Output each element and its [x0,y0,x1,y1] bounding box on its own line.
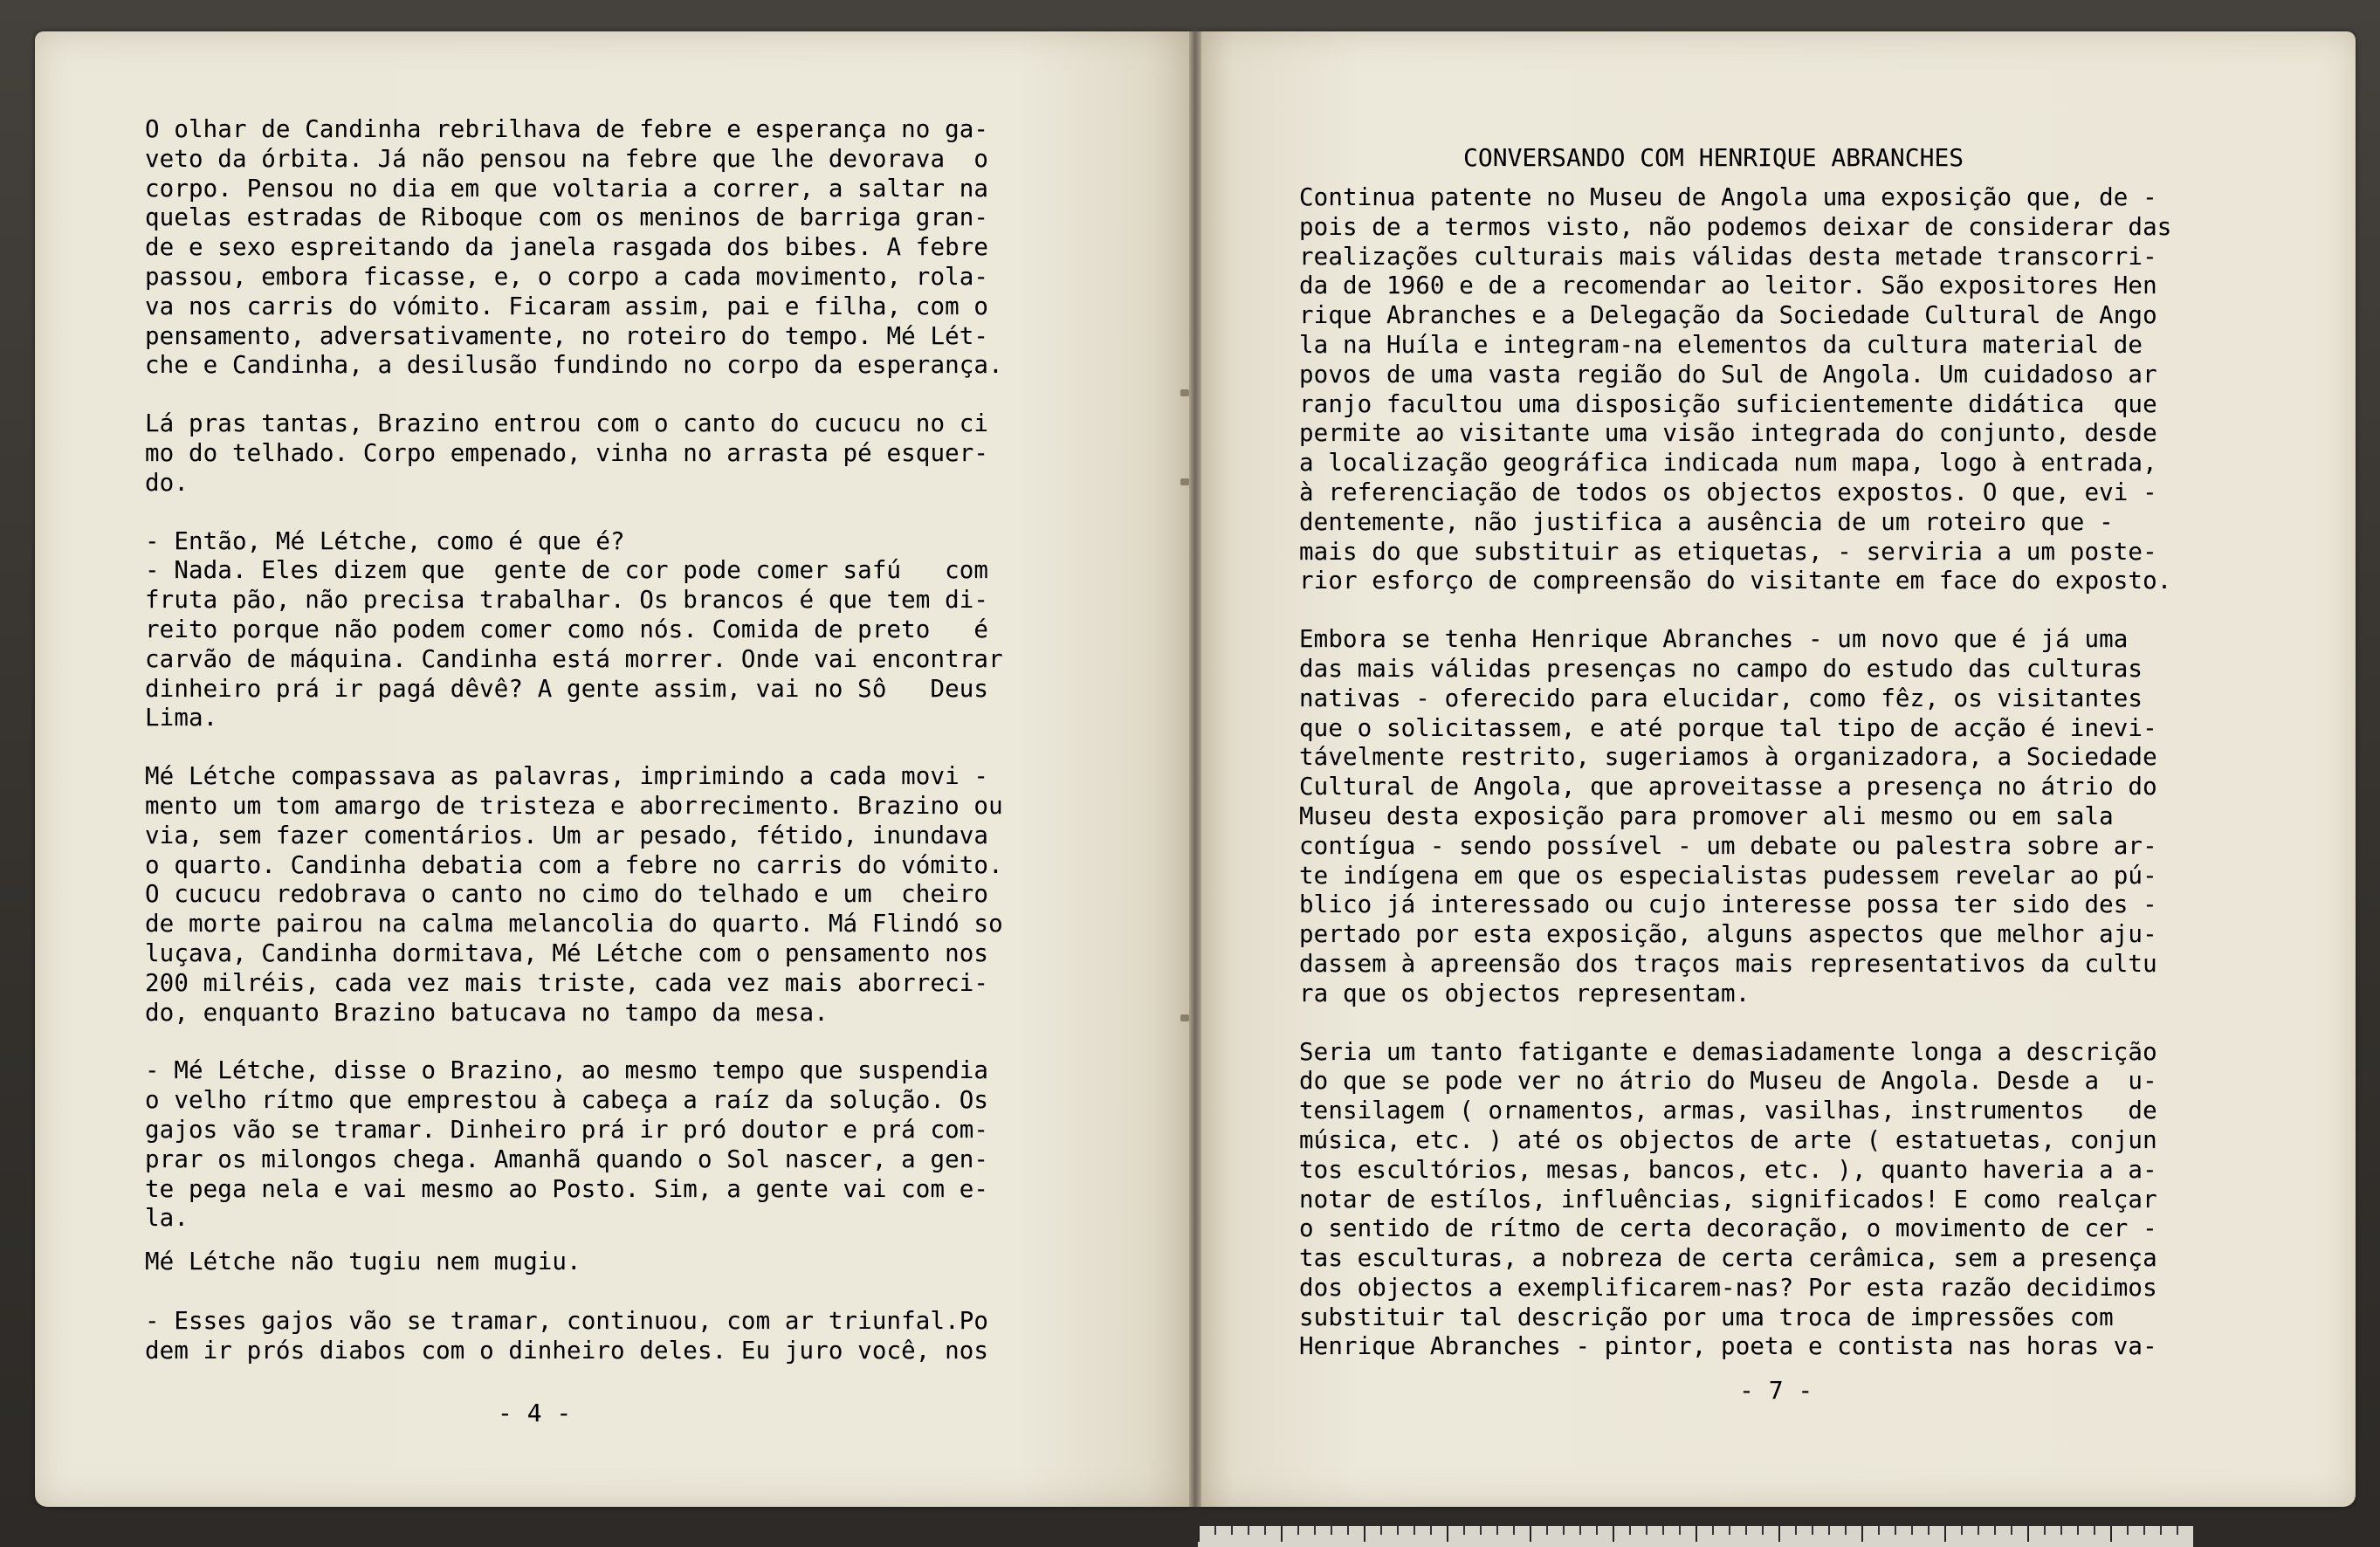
paragraph: Embora se tenha Henrique Abranches - um novo que é já uma das mais válidas presenças no campo do estudo das culturas nativas - oferecido para elucidar, como fêz, os visitantes que o solicitassem, e até porque tal tipo de acção é inevi- távelmente restrito, sugeriamos à organizadora, a Sociedade Cultural de Angola, que aproveitasse a presença no átrio do Museu desta exposição para promover ali mesmo ou em sala contígua - sendo possível - um debate ou palestra sobre ar- te indígena em que os especialistas pudessem revelar ao pú- blico já interessado ou cujo interesse possa ter sido des - pertado por esta exposição, alguns aspectos que melhor aju- dassem à apreensão dos traços mais representativos da cultu ra que os objectos representam. [1299,625,2157,1007]
paragraph: - Esses gajos vão se tramar, continuou, com ar triunfal.Po dem ir prós diabos com o dinheiro deles. Eu juro você, nos [145,1306,989,1365]
left-page-text [145,115,1132,1394]
right-page-text [1299,183,2286,1391]
staple-mark [1180,389,1189,396]
paragraph: Mé Létche compassava as palavras, imprimindo a cada movi - mento um tom amargo de tristeza e aborrecimento. Brazino ou via, sem fazer comentários. Um ar pesado, fétido, inundava o quarto. Candinha debatia com a febre no carris do vómito. O cucucu redobrava o canto no cimo do telhado e um cheiro de morte pairou na calma melancolia do quarto. Má Flindó so luçava, Candinha dormitava, Mé Létche com o pensamento nos 200 milréis, cada vez mais triste, cada vez mais aborreci- do, enquanto Brazino batucava no tampo da mesa. [145,762,1003,1027]
paragraph: - Mé Létche, disse o Brazino, ao mesmo tempo que suspendia o velho rítmo que emprestou à cabeça a raíz da solução. Os gajos vão se tramar. Dinheiro prá ir pró doutor e prá com- prar os milongos chega. Amanhã quando o Sol nascer, a gen- te pega nela e vai mesmo ao Posto. Sim, a gente vai com e- la. [145,1056,989,1233]
paragraph: O olhar de Candinha rebrilhava de febre e esperança no ga- veto da órbita. Já não pensou na febre que lhe devorava o corpo. Pensou no dia em que voltaria a correr, a saltar na quelas estradas de Riboque com os meninos de barriga gran- de e sexo espreitando da janela rasgada dos bibes. A febre passou, embora ficasse, e, o corpo a cada movimento, rola- va nos carris do vómito. Ficaram assim, pai e filha, com o pensamento, adversativamente, no roteiro do tempo. Mé Lét- che e Candinha, a desilusão fundindo no corpo da esperança. [145,115,1003,380]
book-gutter [1189,31,1201,1507]
article-heading: CONVERSANDO COM HENRIQUE ABRANCHES [1463,143,1964,172]
paragraph: - Então, Mé Létche, como é que é? - Nada. Eles dizem que gente de cor pode comer safú com fruta pão, não precisa trabalhar. Os brancos é que tem di- reito porque não podem comer como nós. Comida de preto é carvão de máquina. Candinha está morrer. Onde vai encontrar dinheiro prá ir pagá dêvê? A gente assim, vai no Sô Deus Lima. [145,526,1003,732]
paragraph: Seria um tanto fatigante e demasiadamente longa a descrição do que se pode ver no átrio do Museu de Angola. Desde a u- tensilagem ( ornamentos, armas, vasilhas, instrumentos de música, etc. ) até os objectos de arte ( estatuetas, conjun tos escultórios, mesas, bancos, etc. ), quanto haveria a a- notar de estílos, influências, significados! E como realçar o sentido de rítmo de certa decoração, o movimento de cer - tas esculturas, a nobreza de certa cerâmica, sem a presença dos objectos a exemplificarem-nas? Por esta razão decidimos substituir tal descrição por uma troca de impressões com Henrique Abranches - pintor, poeta e contista nas horas va- [1299,1037,2157,1361]
paragraph: Continua patente no Museu de Angola uma exposição que, de - pois de a termos visto, não podemos deixar de considerar das realizações culturais mais válidas desta metade transcorri- da de 1960 e de a recomendar ao leitor. São expositores Hen rique Abranches e a Delegação da Sociedade Cultural de Ango la na Huíla e integram-na elementos da cultura material de povos de uma vasta região do Sul de Angola. Um cuidadoso ar ranjo facultou uma disposição suficientemente didática que permite ao visitante uma visão integrada do conjunto, desde a localização geográfica indicada num mapa, logo à entrada, à referenciação de todos os objectos expostos. O que, evi - dentemente, não justifica a ausência de um roteiro que - mais do que substituir as etiquetas, - serviria a um poste- rior esforço de compreensão do visitante em face do exposto. [1299,183,2172,595]
paragraph: Mé Létche não tugiu nem mugiu. [145,1248,581,1276]
paragraph: Lá pras tantas, Brazino entrou com o canto do cucucu no ci mo do telhado. Corpo empenado, vinha no arrasta pé esquer- do. [145,409,989,497]
staple-mark [1180,1014,1189,1021]
staple-mark [1180,478,1189,485]
page-number: - 4 - [498,1399,572,1427]
scale-ruler-major-ticks [1198,1526,2193,1547]
page-number: - 7 - [1739,1376,1813,1405]
